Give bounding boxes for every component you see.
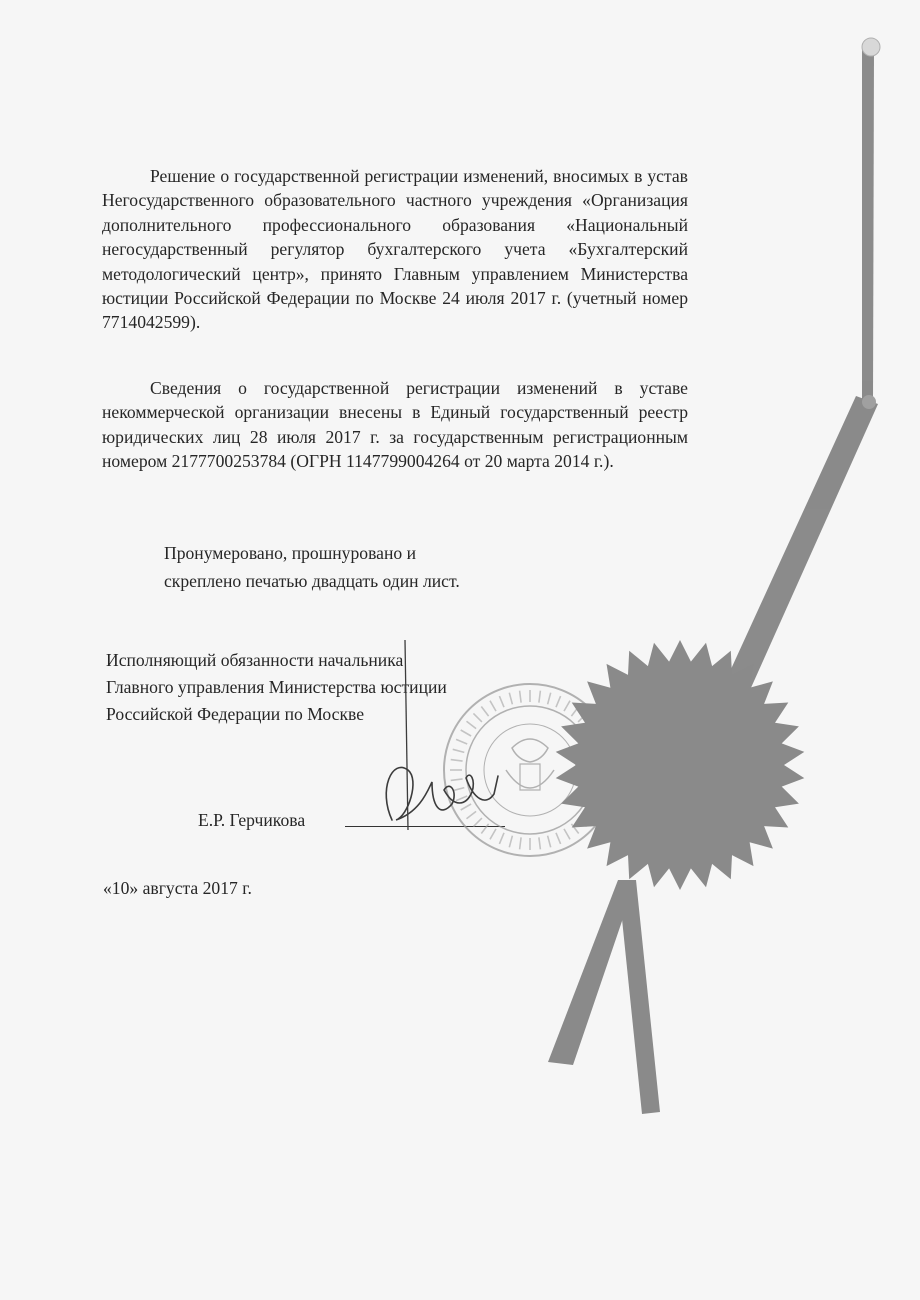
signatory-title-line: Главного управления Министерства юстиции	[106, 677, 447, 697]
stamp-lettering-mark	[593, 739, 604, 744]
stamp-lettering-mark	[564, 701, 570, 711]
stamp-lettering-mark	[584, 721, 594, 728]
stamp-lettering-mark	[593, 796, 604, 801]
stamp-lettering-mark	[499, 696, 504, 707]
stamp-lettering-mark	[571, 707, 578, 717]
stamp-lettering-mark	[490, 701, 496, 711]
stamp-lettering-mark	[578, 713, 587, 722]
signature-line	[345, 826, 505, 827]
stamp-lettering-mark	[539, 837, 541, 849]
stamp-lettering-mark	[578, 818, 587, 827]
stamp-lettering-mark	[564, 829, 570, 839]
stamp-lettering-mark	[584, 811, 594, 818]
stamp-lettering-mark	[597, 779, 609, 781]
stamp-lettering-mark	[548, 693, 551, 705]
signatory-name: Е.Р. Герчикова	[198, 810, 306, 830]
stamp-lettering-mark	[596, 788, 608, 791]
stamp-lettering-mark	[456, 739, 467, 744]
stamp-lettering-mark	[597, 760, 609, 762]
stamp-lettering-mark	[520, 691, 522, 703]
stamp-lettering-mark	[473, 713, 482, 722]
signatory-title-line: Российской Федерации по Москве	[106, 704, 365, 724]
stamp-lettering-mark	[461, 730, 471, 736]
registration-decision-paragraph: Решение о государственной регистрации изменений, вносимых в устав Негосударственного образовательного частного учреждения «Организация дополнительного профессионального образования «Национальный негосударственный регулятор бухгалтерского учета «Бухгалтерский методологический центр», принято Главным управлением Министерства юстиции Российской Федерации по Москве 24 июля 2017 г. (учетный номер 7714042599).	[102, 166, 688, 333]
stamp-lettering-mark	[467, 721, 477, 728]
stamp-lettering-mark	[539, 691, 541, 703]
signatory-title	[106, 647, 447, 728]
stamp-lettering-mark	[548, 836, 551, 848]
stamp-lettering-mark	[556, 696, 561, 707]
stamp-lettering-mark	[461, 804, 471, 810]
stamp-lettering-mark	[453, 788, 465, 791]
stamp-lettering-mark	[520, 837, 522, 849]
stamp-lettering-mark	[453, 749, 465, 752]
stamp-lettering-mark	[451, 779, 463, 781]
binding-note	[164, 539, 460, 595]
stamp-lettering-mark	[596, 749, 608, 752]
stamp-lettering-mark	[589, 804, 599, 810]
binding-note-line: Пронумеровано, прошнуровано и	[164, 543, 416, 563]
signatory-title-line: Исполняющий обязанности начальника	[106, 650, 404, 670]
stamp-lettering-mark	[451, 760, 463, 762]
stamp-lettering-mark	[556, 833, 561, 844]
stamp-lettering-mark	[481, 707, 488, 717]
stamp-lettering-mark	[467, 811, 477, 818]
stamp-lettering-mark	[509, 836, 512, 848]
stamp-lettering-mark	[499, 833, 504, 844]
stamp-lettering-mark	[589, 730, 599, 736]
stamp-lettering-mark	[456, 796, 467, 801]
registry-entry-paragraph: Сведения о государственной регистрации изменений в уставе некоммерческой организации внесены в Единый государственный реестр юридических лиц 28 июля 2017 г. за государственным регистрационным номером 2177700253784 (ОГРН 1147799004264 от 20 марта 2014 г.).	[102, 378, 688, 472]
stamp-lettering-mark	[509, 693, 512, 705]
stamp-lettering-mark	[490, 829, 496, 839]
binding-note-line: скреплено печатью двадцать один лист.	[164, 571, 460, 591]
document-date: «10» августа 2017 г.	[103, 878, 252, 898]
stamp-lettering-mark	[571, 824, 578, 834]
